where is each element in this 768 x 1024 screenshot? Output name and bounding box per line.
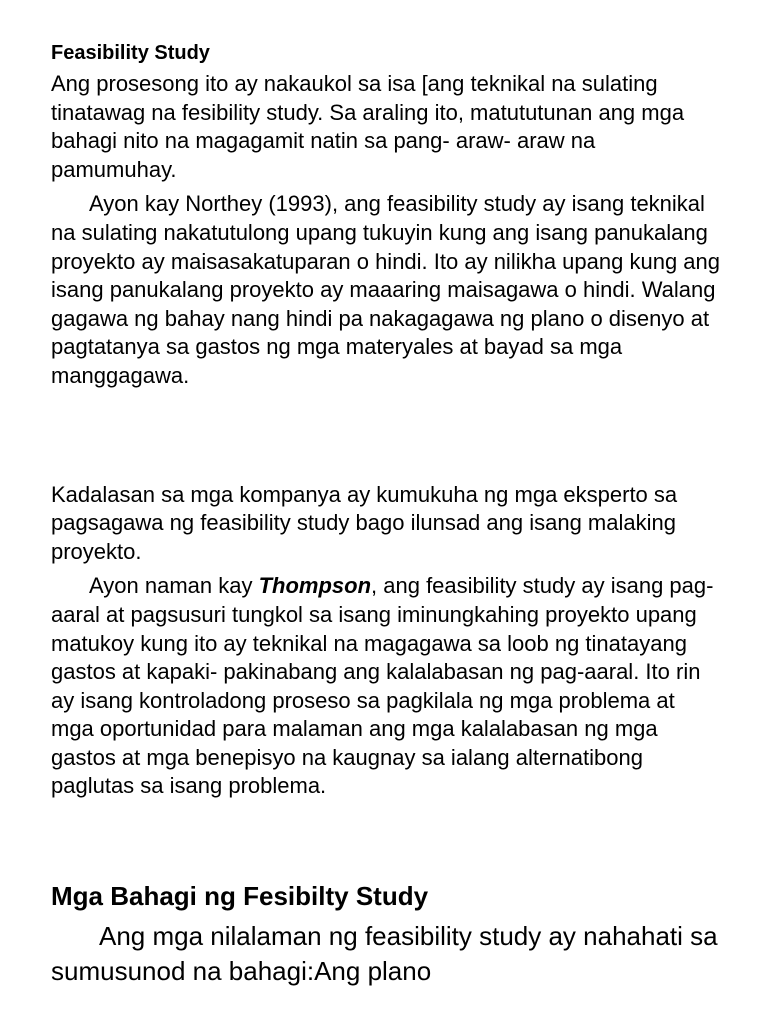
northey-paragraph: Ayon kay Northey (1993), ang feasibility study ay isang teknikal na sulating nakatutulong upang tukuyin kung ang isang panukalang proyekto ay maisasakatuparan o hindi. Ito ay nilikha upang kung ang isang panukalang proyekto ay maaaring maisagawa o hindi. Walang gagawa ng bahay nang hindi pa nakagagawa ng plano o disenyo at pagtatanya sa gastos ng mga materyales at bayad sa mga manggagawa.	[51, 191, 720, 388]
thompson-name: Thompson	[258, 573, 372, 599]
parts-paragraph: Ang mga nilalaman ng feasibility study ay nahahati sa sumusunod na bahagi:Ang plano	[51, 921, 718, 987]
document-page	[51, 40, 721, 989]
thompson-suffix: , ang feasibility study ay isang pag- aaral at pagsusuri tungkol sa isang iminungkahing proyekto upang matukoy kung ito ay teknikal na magagawa sa loob ng tinatayang gastos at kapaki- pakinabang ang kalalabasan ng pag-aaral. Ito rin ay isang kontroladong proseso sa pagkilala ng mga problema at mga oportunidad para malaman ang mga kalalabasan ng mga gastos at mga benepisyo na kaugnay sa ialang alternatibong paglutas sa isang problema.	[51, 573, 714, 799]
parts-heading: Mga Bahagi ng Fesibilty Study	[51, 881, 429, 912]
section-title: Feasibility Study	[51, 42, 210, 64]
thompson-prefix: Ayon naman kay	[89, 573, 259, 599]
companies-paragraph: Kadalasan sa mga kompanya ay kumukuha ng mga eksperto sa pagsagawa ng feasibility study bago ilunsad ang isang malaking proyekto.	[51, 481, 678, 564]
intro-paragraph: Ang prosesong ito ay nakaukol sa isa [ang teknikal na sulating tinatawag na fesibility study. Sa araling ito, matututunan ang mga bahagi nito na magagamit natin sa pang- araw- araw na pamumuhay.	[51, 71, 685, 182]
thompson-paragraph	[51, 572, 721, 801]
